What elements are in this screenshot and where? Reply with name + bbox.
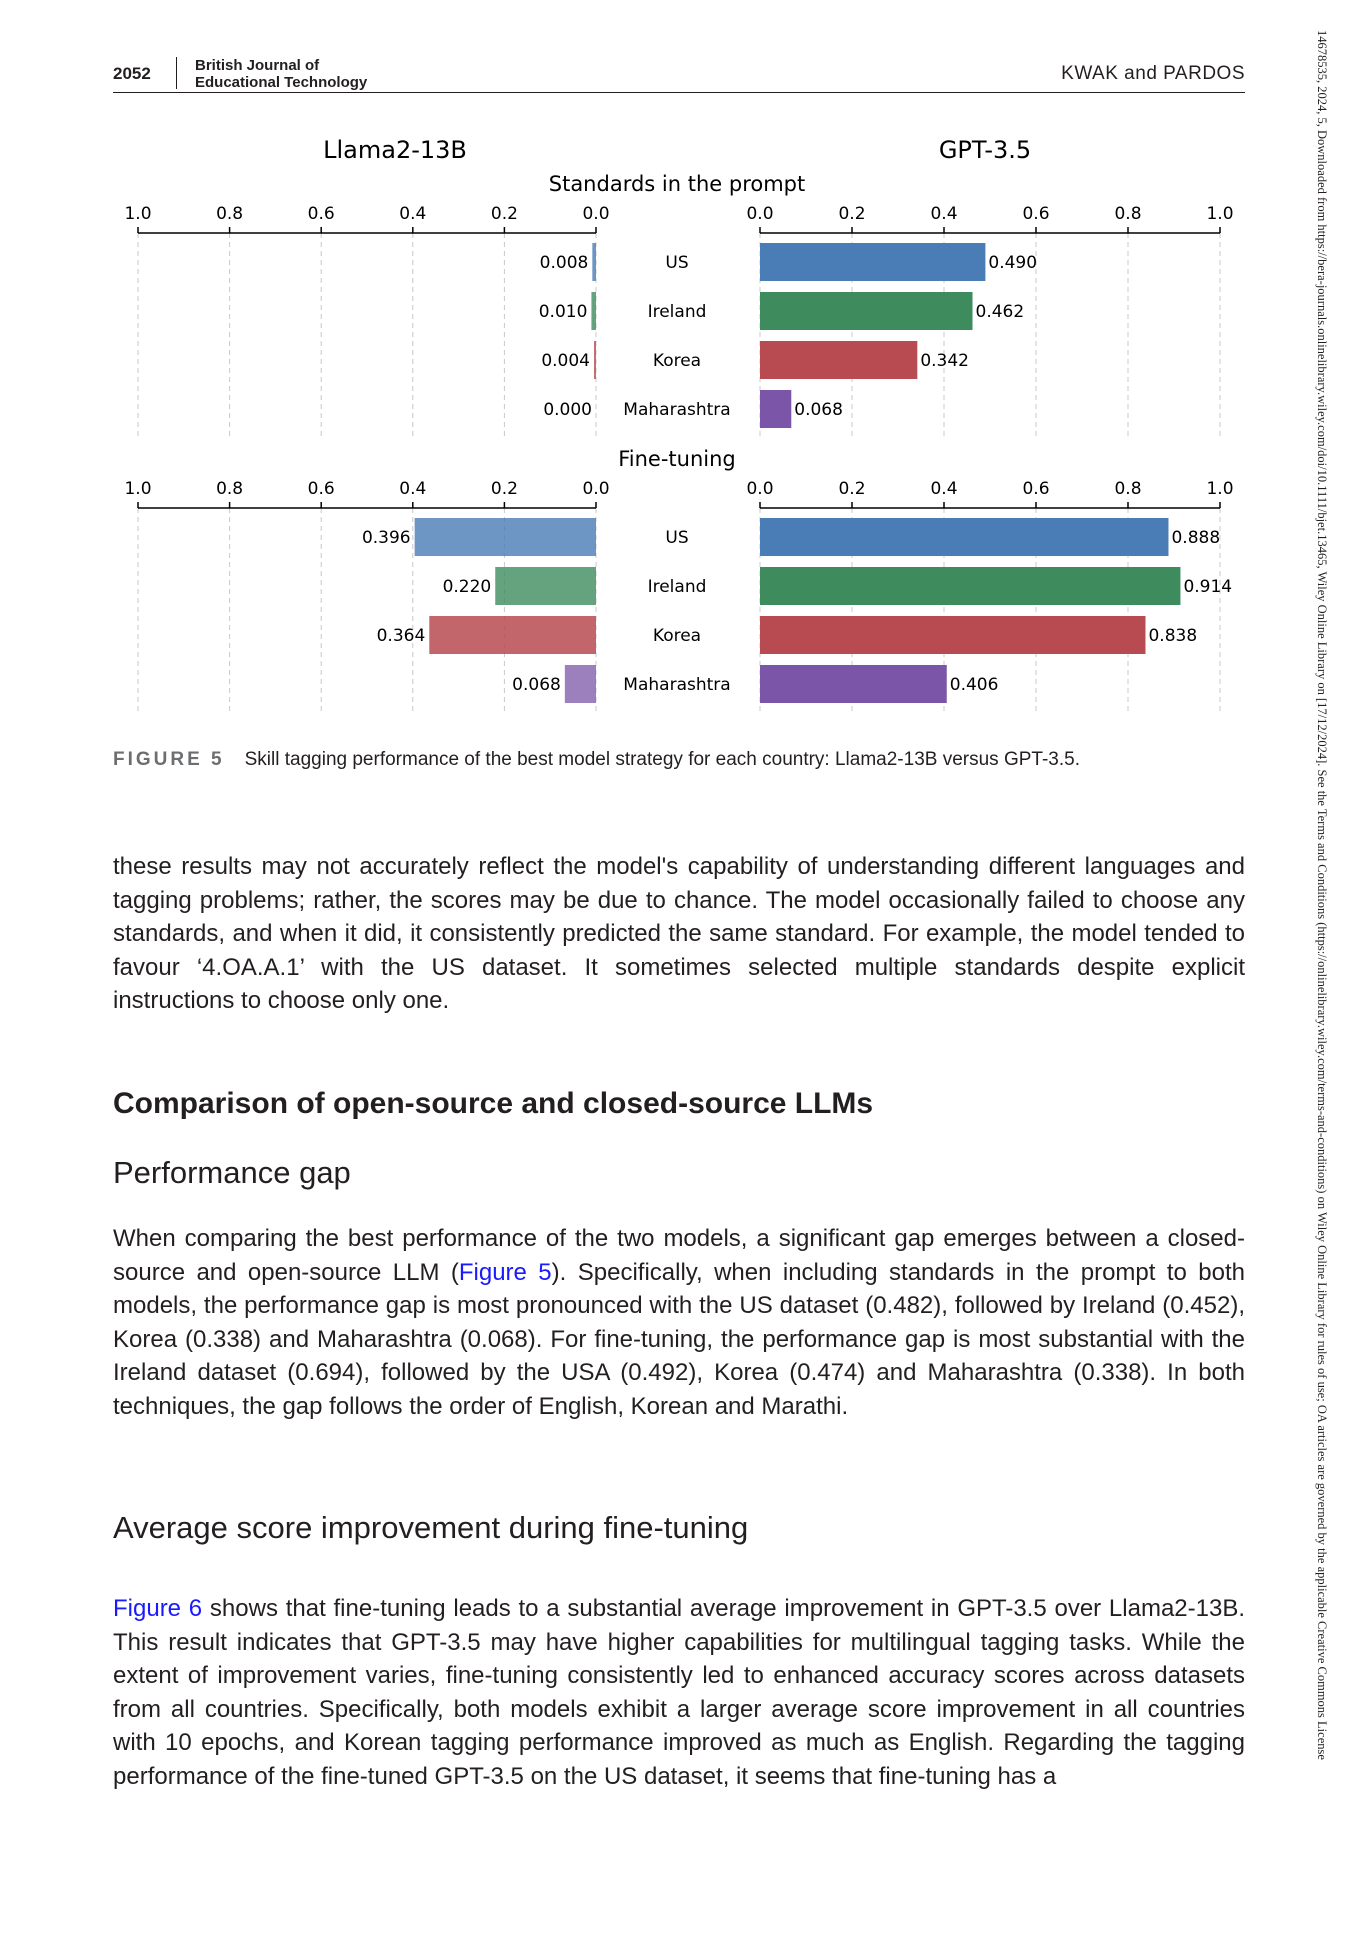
value-label-gpt: 0.838 [1148, 626, 1198, 646]
bar-gpt [760, 518, 1168, 556]
value-label-gpt: 0.888 [1171, 528, 1221, 548]
bar-gpt [760, 243, 985, 281]
tick-label-left: 0.0 [582, 204, 610, 224]
tick-label-left: 0.2 [490, 204, 518, 224]
tick-label-left: 0.4 [399, 479, 427, 499]
value-label-llama: 0.364 [376, 626, 426, 646]
tick-label-left: 0.4 [399, 204, 427, 224]
value-label-gpt: 0.462 [975, 302, 1025, 322]
value-label-llama: 0.008 [539, 253, 589, 273]
tick-label-left: 1.0 [124, 479, 152, 499]
category-label: Maharashtra [623, 400, 731, 420]
bar-llama [415, 518, 596, 556]
bar-gpt [760, 567, 1180, 605]
value-label-llama: 0.004 [541, 351, 590, 371]
bar-llama [592, 243, 596, 281]
tick-label-right: 1.0 [1206, 204, 1234, 224]
download-notice-text: 14678535, 2024, 5, Downloaded from https://bera-journals.onlinelibrary.wiley.com/doi/10.1111/bjet.13465, Wiley Online Library on [17/12/2024]. See the Terms and Conditions (https://onlinelibrary.wiley.com/terms-and-conditions) on Wiley Online Library for rules of use; OA articles are governed by the applicable Creative Commons License [1315, 30, 1329, 1760]
category-label: US [665, 253, 689, 273]
tick-label-right: 0.8 [1114, 204, 1142, 224]
panel-title: Fine-tuning [618, 447, 736, 471]
tick-label-left: 1.0 [124, 204, 152, 224]
tick-label-left: 0.6 [307, 204, 335, 224]
subsection-heading-average-improvement: Average score improvement during fine-tuning [113, 1510, 749, 1545]
tick-label-right: 1.0 [1206, 479, 1234, 499]
category-label: US [665, 528, 689, 548]
paragraph-1: these results may not accurately reflect the model's capability of understanding different languages and tagging problems; rather, the scores may be due to chance. The model occasionally failed to choose any standards, and when it did, it consistently predicted the same standard. For example, the model tended to favour ‘4.OA.A.1’ with the US dataset. It sometimes selected multiple standards despite explicit instructions to choose only one. [113, 853, 1245, 1014]
category-label: Ireland [647, 302, 707, 322]
tick-label-left: 0.0 [582, 479, 610, 499]
tick-label-right: 0.0 [746, 204, 774, 224]
bar-llama [495, 567, 596, 605]
figure-label: FIGURE 5 [113, 749, 225, 770]
value-label-llama: 0.068 [512, 675, 561, 695]
section-heading: Comparison of open-source and closed-source LLMs [113, 1087, 874, 1120]
value-label-gpt: 0.490 [988, 253, 1038, 273]
bar-gpt [760, 665, 947, 703]
bar-llama [594, 341, 596, 379]
value-label-llama: 0.396 [361, 528, 411, 548]
paragraph-3 [113, 1592, 1245, 1793]
tick-label-right: 0.2 [838, 204, 866, 224]
bar-gpt [760, 292, 973, 330]
tick-label-left: 0.8 [216, 479, 244, 499]
figure-5-chart [0, 0, 1347, 730]
subsection-heading-performance-gap: Performance gap [113, 1155, 351, 1190]
paragraph-2-part-a: When comparing the best performance of the two models, a significant gap emerges between a closed-source and open-source LLM ( [113, 1225, 1245, 1286]
journal-line-1: British Journal of [195, 57, 320, 74]
category-label: Ireland [647, 577, 707, 597]
value-label-gpt: 0.406 [949, 675, 999, 695]
page-number: 2052 [113, 64, 151, 83]
category-label: Maharashtra [623, 675, 731, 695]
value-label-gpt: 0.342 [920, 351, 969, 371]
figure-caption-text: Skill tagging performance of the best model strategy for each country: Llama2-13B versus GPT-3.5. [244, 749, 1080, 770]
tick-label-left: 0.6 [307, 479, 335, 499]
panel-title: Standards in the prompt [548, 172, 806, 196]
category-label: Korea [652, 626, 702, 646]
tick-label-left: 0.2 [490, 479, 518, 499]
bar-llama [591, 292, 596, 330]
bar-gpt [760, 390, 791, 428]
tick-label-right: 0.2 [838, 479, 866, 499]
journal-line-2: Educational Technology [195, 74, 368, 91]
paragraph-3-part-b: shows that fine-tuning leads to a substantial average improvement in GPT-3.5 over Llama2-13B. This result indicates that GPT-3.5 may have higher capabilities for multilingual tagging tasks. While the extent of improvement varies, fine-tuning consistently led to enhanced accuracy scores across datasets from all countries. Specifically, both models exhibit a larger average score improvement in all countries with 10 epochs, and Korean tagging performance improved as much as English. Regarding the tagging performance of the fine-tuned GPT-3.5 on the US dataset, it seems that fine-tuning has a [113, 1595, 1246, 1790]
tick-label-right: 0.4 [930, 479, 958, 499]
value-label-llama: 0.220 [442, 577, 492, 597]
figure-5-link[interactable]: Figure 5 [458, 1258, 552, 1286]
running-head-authors: KWAK and PARDOS [1061, 63, 1245, 84]
tick-label-right: 0.6 [1022, 204, 1050, 224]
value-label-gpt: 0.068 [794, 400, 843, 420]
value-label-llama: 0.010 [538, 302, 588, 322]
tick-label-right: 0.4 [930, 204, 958, 224]
figure-6-link[interactable]: Figure 6 [113, 1595, 203, 1622]
bar-llama [429, 616, 596, 654]
tick-label-right: 0.8 [1114, 479, 1142, 499]
tick-label-left: 0.8 [216, 204, 244, 224]
bar-llama [565, 665, 596, 703]
bar-gpt [760, 616, 1145, 654]
paragraph-2-part-b: ). Specifically, when including standards in the prompt to both models, the performance gap is most pronounced with the US dataset (0.482), followed by Ireland (0.452), Korea (0.338) and Maharashtra (0.068). For fine-tuning, the performance gap is most substantial with the Ireland dataset (0.694), followed by the USA (0.492), Korea (0.474) and Maharashtra (0.338). In both techniques, the gap follows the order of English, Korean and Marathi. [113, 1258, 1245, 1420]
tick-label-right: 0.0 [746, 479, 774, 499]
figure-caption [113, 746, 1245, 773]
chart-title-llama: Llama2-13B [323, 136, 467, 164]
value-label-gpt: 0.914 [1183, 577, 1233, 597]
category-label: Korea [652, 351, 702, 371]
bar-gpt [760, 341, 917, 379]
paragraph-2 [113, 1222, 1245, 1423]
chart-title-gpt: GPT-3.5 [938, 136, 1032, 164]
value-label-llama: 0.000 [543, 400, 592, 420]
tick-label-right: 0.6 [1022, 479, 1050, 499]
